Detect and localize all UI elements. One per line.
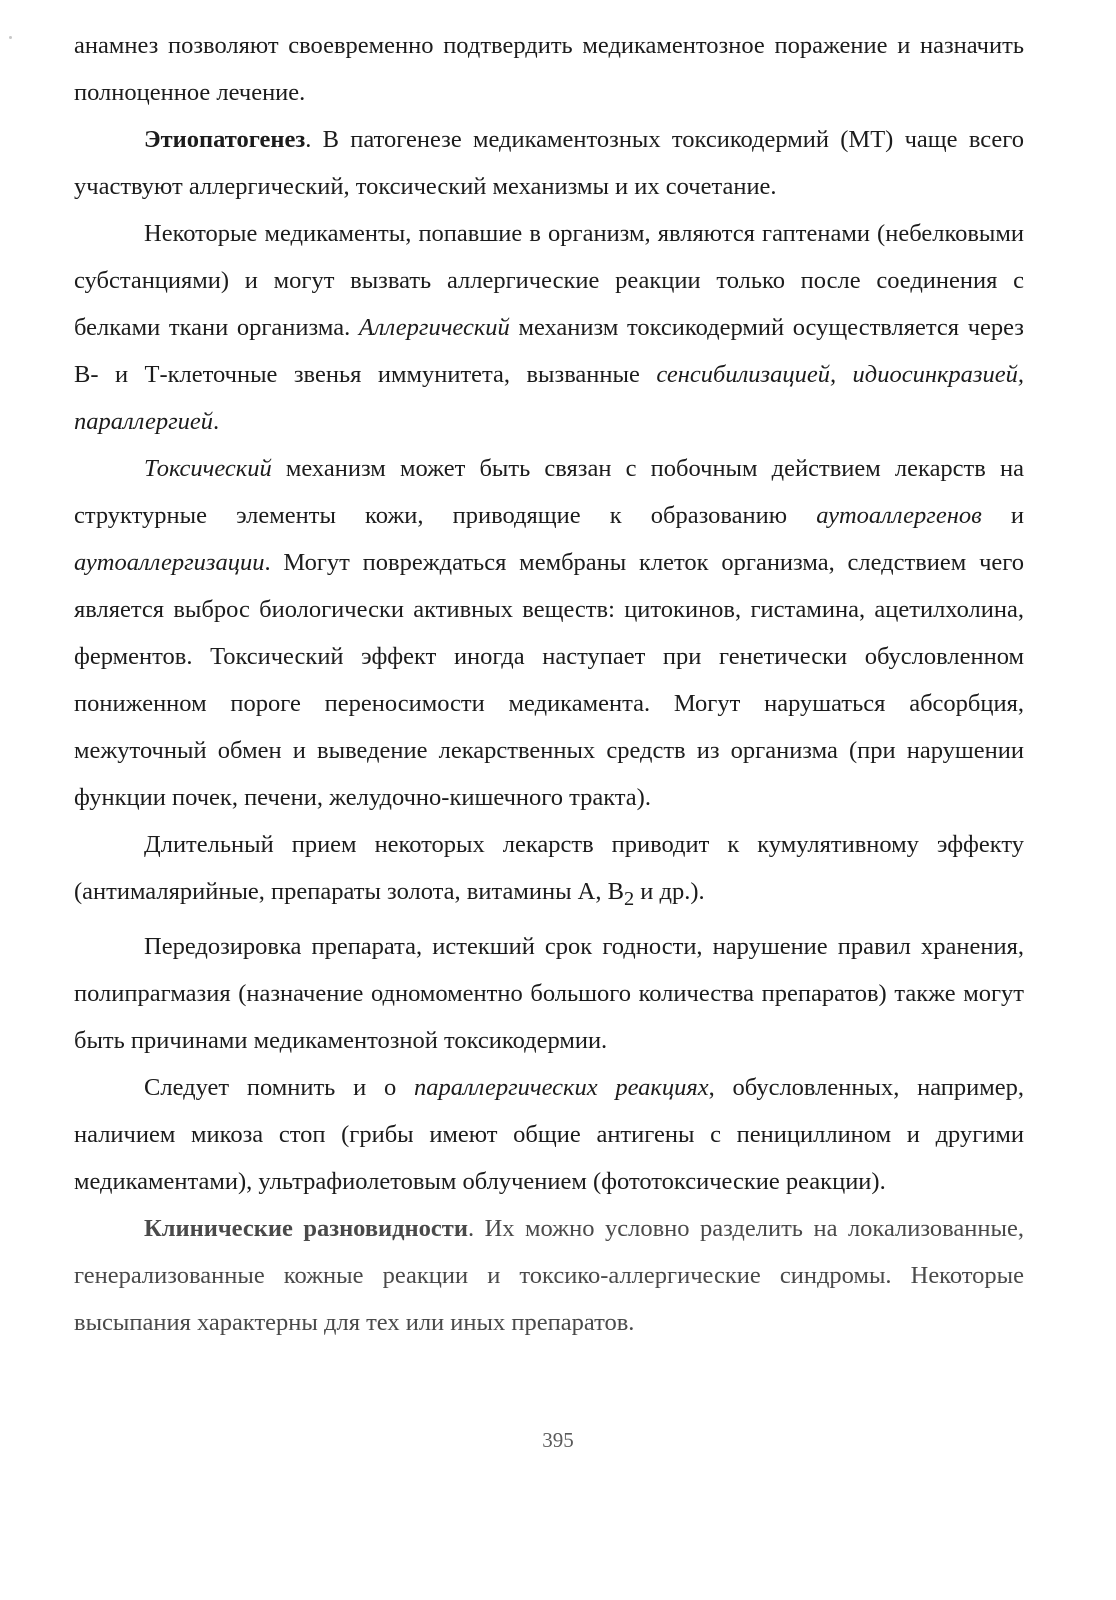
paragraph-text: механизм может быть связан с побочным действием лекарств на структурные элементы кожи, приводящие к образованию [74,455,1024,529]
scan-speck [9,36,12,39]
term-allergic: Аллергический [358,314,510,341]
paragraph-text: механизм токсикодермий осуществляется через В- и Т-клеточные звенья иммунитета, вызванные [74,314,1024,388]
paragraph-intro-continuation [74,22,1024,116]
section-heading-etiopathogenesis: Этиопатогенез [144,126,306,153]
paragraph-text: Длительный прием некоторых лекарств приводит к кумулятивному эффекту (антималярийные, препараты золота, витамины А, В [74,831,1024,905]
paragraph-text: . [213,408,220,435]
paragraph-text: и др.). [634,878,705,905]
term-autoallergens: аутоаллергенов [816,502,982,529]
page-body [74,22,1024,1346]
paragraph-text: Некоторые медикаменты, попавшие в организм, являются гаптенами (небелковыми субстанциями) и могут вызвать аллергические реакции только после соединения с белками ткани организма. [74,220,1024,341]
paragraph-clinical-variants [74,1205,1024,1346]
paragraph-toxic-mechanism [74,445,1024,821]
paragraph-allergic-mechanism [74,210,1024,445]
paragraph-paraallergic [74,1064,1024,1205]
paragraph-text: Передозировка препарата, истекший срок годности, нарушение правил хранения, полипрагмазия (назначение одномоментно большого количества препаратов) также могут быть причинами медикаментозной токсикодермии. [74,932,1024,1054]
paragraph-text: , обусловленных, например, наличием микоза стоп (грибы имеют общие антигены с пенициллином и другими медикаментами), ультрафиолетовым облучением (фототоксические реакции). [74,1073,1024,1195]
paragraph-text: . Их можно условно разделить на локализованные, генерализованные кожные реакции и токсико-аллергические синдромы. Некоторые высыпания характерны для тех или иных препаратов. [74,1214,1024,1336]
subscript-vitamin-index: 2 [623,887,635,910]
paragraph-text: . Могут повреждаться мембраны клеток организма, следствием чего является выброс биологически активных веществ: цитокинов, гистамина, ацетилхолина, ферментов. Токсический эффект иногда наступает при генетически обусловленном пониженном пороге переносимости медикамента. Могут нарушаться абсорбция, межуточный обмен и выведение лекарственных средств из организма (при нарушении функции почек, печени, желудочно-кишечного тракта). [74,549,1024,811]
term-sensitization-list: сенсибилизацией, идиосинкразией, параллергией [74,361,1024,435]
paragraph-text: анамнез позволяют своевременно подтвердить медикаментозное поражение и назначить полноценное лечение. [74,32,1024,106]
paragraph-cumulative-effect [74,821,1024,923]
page-number: 395 [542,1428,574,1452]
paragraph-etiopathogenesis [74,116,1024,210]
paragraph-text: и [981,502,1024,529]
term-paraallergic-reactions: параллергических реакциях [414,1073,709,1101]
paragraph-text: . В патогенезе медикаментозных токсикодермий (МТ) чаще всего участвуют аллергический, токсический механизмы и их сочетание. [74,126,1024,200]
section-heading-clinical-variants: Клинические разновидности [144,1214,468,1242]
paragraph-overdose [74,923,1024,1064]
paragraph-text: Следует помнить и о [144,1073,414,1101]
term-toxic: Токсический [144,455,272,482]
term-autoallergization: аутоаллергизации [74,549,265,576]
